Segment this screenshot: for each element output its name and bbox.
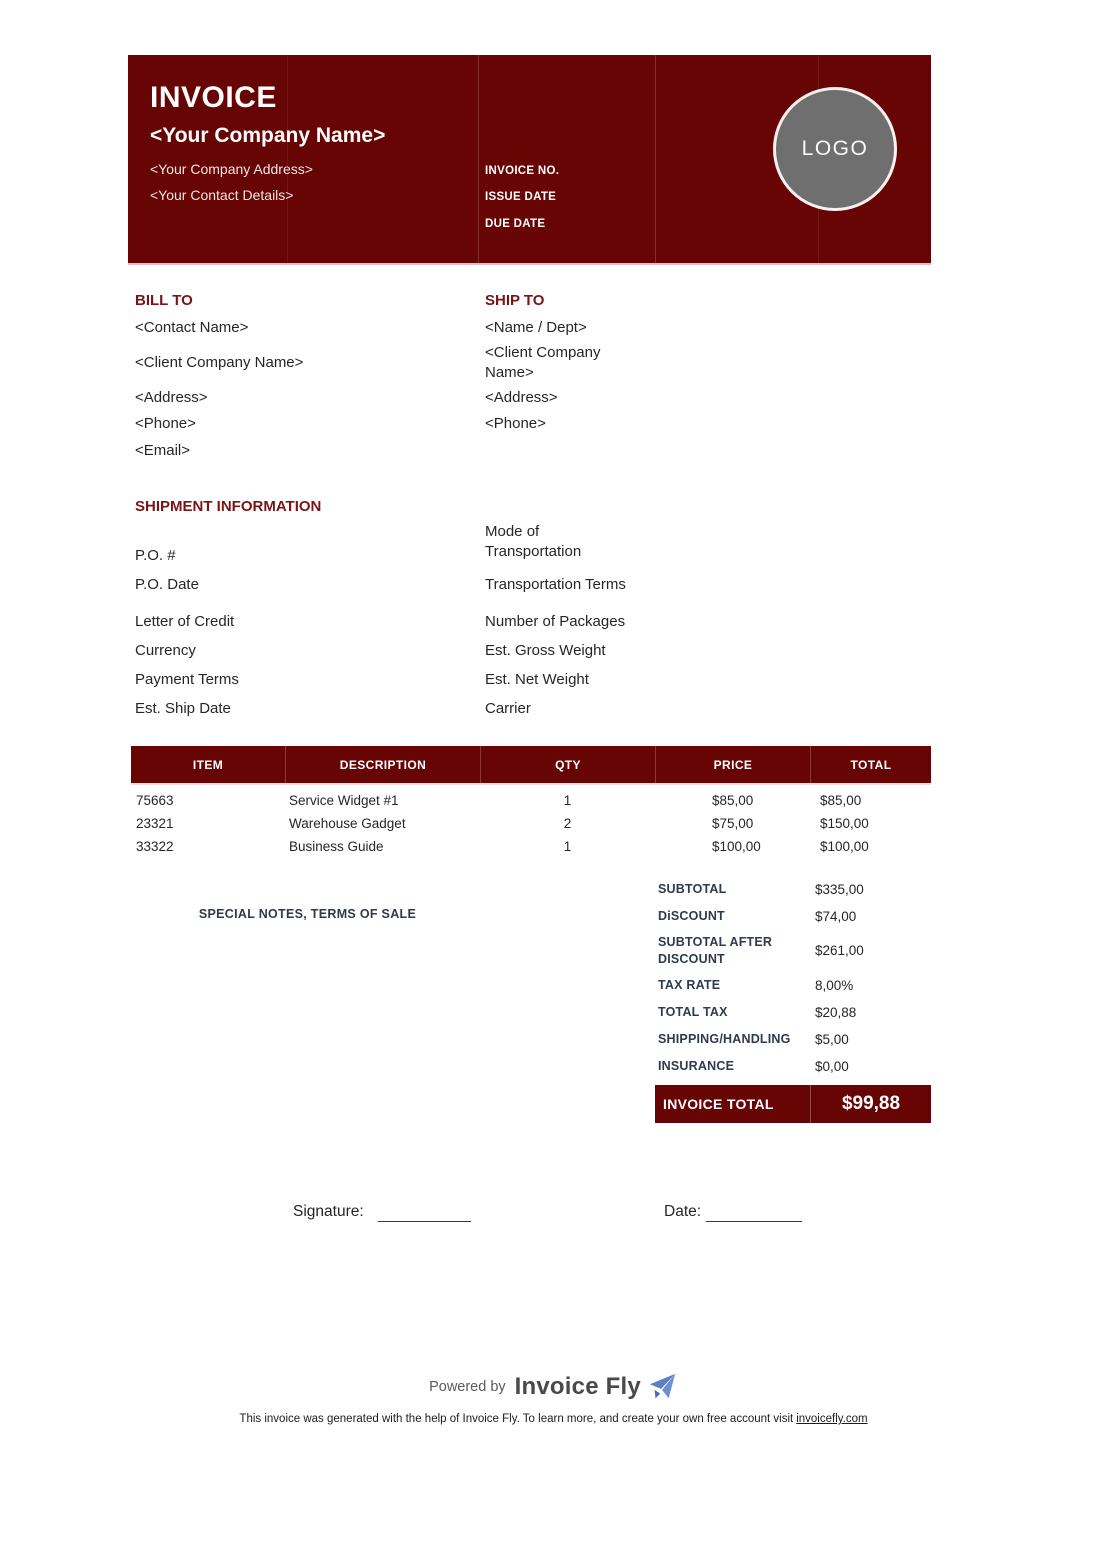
cell-item-number: 75663	[136, 793, 174, 808]
signature-label: Signature:	[293, 1203, 364, 1220]
shipment-label-mode-of-transportation: Mode of Transportation	[485, 523, 582, 561]
table-row	[131, 835, 931, 858]
cell-total: $85,00	[820, 793, 862, 808]
totals-value: $74,00	[815, 908, 857, 924]
totals-label: DiSCOUNT	[658, 908, 725, 923]
invoicefly-link[interactable]: invoicefly.com	[796, 1413, 868, 1425]
table-row	[131, 812, 931, 835]
totals-row-discount	[655, 903, 931, 929]
bill-to-phone: <Phone>	[135, 415, 196, 432]
ship-to-company-name: <Client Company Name>	[485, 344, 601, 382]
cell-description: Warehouse Gadget	[289, 816, 406, 831]
ship-to-address: <Address>	[485, 389, 558, 406]
company-address: <Your Company Address>	[150, 161, 313, 177]
special-notes-label: SPECIAL NOTES, TERMS OF SALE	[198, 907, 417, 921]
totals-label: SUBTOTAL	[658, 882, 727, 897]
header-divider	[655, 55, 656, 263]
cell-item-number: 33322	[136, 839, 174, 854]
company-contact-details: <Your Contact Details>	[150, 187, 294, 203]
signature-line	[378, 1221, 471, 1222]
powered-by-text: Powered by	[429, 1379, 506, 1395]
bill-to-email: <Email>	[135, 442, 191, 459]
shipment-label-payment-terms: Payment Terms	[135, 671, 239, 688]
items-table-body	[131, 789, 931, 858]
invoice-fly-brand-text: Invoice Fly	[514, 1373, 641, 1400]
column-header-item: ITEM	[192, 757, 224, 772]
shipment-label-est-gross-weight: Est. Gross Weight	[485, 642, 606, 659]
invoice-no-label: INVOICE NO.	[485, 165, 560, 177]
totals-row-insurance	[655, 1053, 931, 1080]
totals-row-subtotal	[655, 876, 931, 903]
shipment-label-number-of-packages: Number of Packages	[485, 613, 626, 630]
shipment-info-heading: SHIPMENT INFORMATION	[135, 498, 322, 515]
totals-row-total-tax	[655, 999, 931, 1026]
shipment-label-po-date: P.O. Date	[135, 576, 199, 593]
ship-to-phone: <Phone>	[485, 415, 546, 432]
cell-description: Business Guide	[289, 839, 384, 854]
items-table-header	[131, 746, 931, 785]
items-table	[131, 746, 931, 858]
totals-label: SHIPPING/HANDLING	[658, 1032, 791, 1047]
shipment-label-est-ship-date: Est. Ship Date	[135, 700, 231, 717]
totals-value: $261,00	[815, 943, 864, 958]
issue-date-label: ISSUE DATE	[485, 191, 557, 203]
date-line	[706, 1221, 802, 1222]
date-label: Date:	[664, 1203, 702, 1220]
cell-price: $85,00	[712, 793, 754, 808]
cell-price: $75,00	[712, 816, 754, 831]
cell-qty: 1	[563, 839, 572, 854]
column-header-total: TOTAL	[810, 746, 931, 783]
company-name: <Your Company Name>	[150, 124, 386, 147]
totals-section	[655, 876, 931, 1080]
invoice-total-bar	[655, 1085, 931, 1123]
totals-value: 8,00%	[815, 978, 854, 993]
invoice-total-value: $99,88	[841, 1093, 901, 1114]
shipment-label-est-net-weight: Est. Net Weight	[485, 671, 589, 688]
shipment-label-po-number: P.O. #	[135, 547, 176, 564]
totals-label: SUBTOTAL AFTER DISCOUNT	[658, 935, 773, 966]
bill-to-heading: BILL TO	[135, 292, 193, 309]
cell-qty: 1	[563, 793, 572, 808]
paper-plane-icon	[648, 1372, 678, 1402]
cell-description: Service Widget #1	[289, 793, 399, 808]
ship-to-name-dept: <Name / Dept>	[485, 319, 587, 336]
company-logo-placeholder	[773, 87, 897, 211]
invoice-total-label: INVOICE TOTAL	[663, 1096, 774, 1112]
footer-brand-row	[0, 1372, 1107, 1402]
bill-to-company-name: <Client Company Name>	[135, 354, 304, 371]
disclaimer-text: This invoice was generated with the help of Invoice Fly. To learn more, and create your own free account visit	[239, 1413, 794, 1425]
footer-disclaimer	[0, 1413, 1107, 1425]
shipment-label-transportation-terms: Transportation Terms	[485, 576, 626, 593]
ship-to-heading: SHIP TO	[485, 292, 545, 309]
shipment-label-currency: Currency	[135, 642, 196, 659]
cell-price: $100,00	[712, 839, 761, 854]
totals-label: TOTAL TAX	[658, 1005, 728, 1020]
shipment-label-letter-of-credit: Letter of Credit	[135, 613, 235, 630]
totals-row-shipping-handling	[655, 1026, 931, 1053]
shipment-label-carrier: Carrier	[485, 700, 531, 717]
totals-label: INSURANCE	[658, 1059, 735, 1074]
cell-total: $100,00	[820, 839, 869, 854]
logo-text: LOGO	[801, 137, 869, 160]
totals-value: $0,00	[815, 1059, 849, 1074]
column-header-description: DESCRIPTION	[285, 746, 480, 783]
totals-row-subtotal-after-discount	[655, 929, 931, 972]
totals-label: TAX RATE	[658, 978, 721, 993]
cell-qty: 2	[563, 816, 572, 831]
cell-total: $150,00	[820, 816, 869, 831]
totals-value: $5,00	[815, 1032, 849, 1047]
totals-value: $335,00	[815, 882, 864, 897]
invoice-header	[128, 55, 931, 265]
invoice-title: INVOICE	[150, 81, 277, 114]
cell-item-number: 23321	[136, 816, 174, 831]
header-divider	[478, 55, 479, 263]
due-date-label: DUE DATE	[485, 218, 546, 230]
totals-row-tax-rate	[655, 972, 931, 999]
column-header-qty: QTY	[480, 746, 655, 783]
header-divider	[287, 55, 288, 263]
bill-to-contact-name: <Contact Name>	[135, 319, 249, 336]
totals-value: $20,88	[815, 1005, 857, 1020]
table-row	[131, 789, 931, 812]
bill-to-address: <Address>	[135, 389, 208, 406]
column-header-price: PRICE	[655, 746, 810, 783]
